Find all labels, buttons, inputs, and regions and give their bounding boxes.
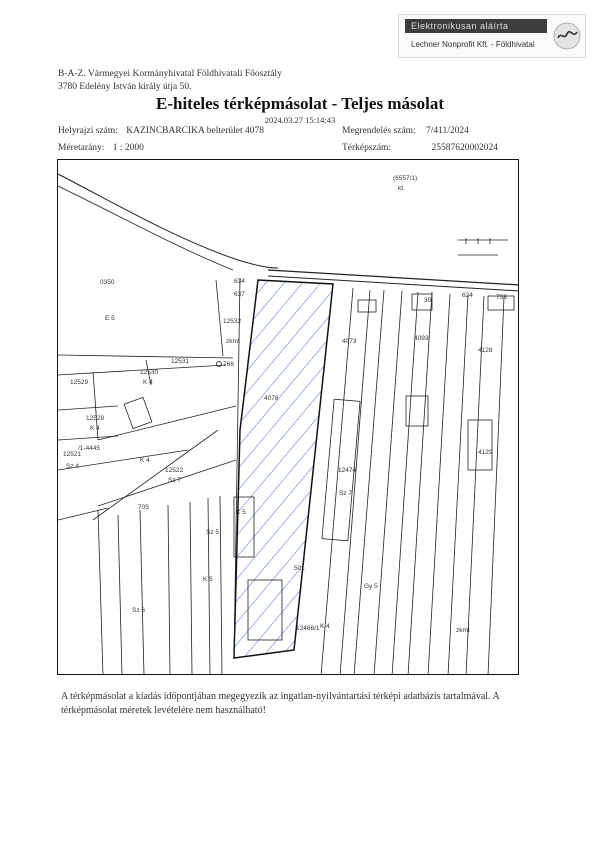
map-number-label: Térképszám: — [342, 143, 392, 153]
label-705: 705 — [138, 504, 149, 511]
label-4445: /1-4445 — [78, 445, 101, 452]
label-k5-a: K 5 — [236, 509, 246, 516]
label-4078: 4078 — [264, 395, 279, 402]
label-k4-b: K 4 — [90, 425, 100, 432]
scale-row — [58, 143, 144, 153]
map-number-row — [342, 143, 498, 153]
label-4128: 4128 — [478, 347, 493, 354]
label-766: 766 — [223, 361, 234, 368]
label-634: 634 — [234, 278, 245, 285]
order-number-value: 7/411/2024 — [425, 126, 469, 136]
label-zkmt-b: zkmt — [456, 627, 470, 634]
parcel-number-value: KAZINCBARCIKA belterület 4078 — [126, 126, 265, 136]
office-address: 3780 Edelény István király útja 50. — [58, 82, 192, 92]
scale-label: Méretarány: — [58, 143, 105, 153]
label-gy5: Gy 5 — [364, 583, 378, 590]
label-501: 501 — [294, 565, 305, 572]
order-number-label: Megrendelés szám: — [342, 126, 416, 136]
label-4073: 4073 — [342, 338, 357, 345]
label-k4-a: K 4 — [143, 379, 153, 386]
label-12528: 12528 — [86, 415, 105, 422]
label-zkmt-a: zkmt — [226, 338, 240, 345]
signature-seal-icon — [552, 19, 582, 53]
label-30: 30 — [424, 297, 432, 304]
label-road-kt: kt. — [398, 185, 405, 192]
label-k5-b: K 5 — [203, 576, 213, 583]
office-name: B-A-Z. Vármegyei Kormányhivatal Földhivatali Főosztály — [58, 69, 282, 79]
label-sz7-a: Sz 7 — [168, 477, 182, 484]
main-road — [58, 174, 519, 291]
label-road-top: (6557/1) — [393, 175, 418, 182]
order-number-row — [342, 126, 469, 136]
label-624: 624 — [462, 292, 473, 299]
label-4093: 4093 — [414, 335, 429, 342]
label-12532: 12532 — [223, 318, 242, 325]
parcel-4078-hatched — [234, 280, 333, 658]
label-12522: 12522 — [165, 467, 184, 474]
cadastral-map — [57, 159, 519, 675]
issuing-office — [58, 68, 282, 94]
issue-timestamp: 2024.03.27 15:14:43 — [264, 115, 336, 125]
label-sz7-b: Sz 7 — [339, 490, 353, 497]
label-12531: 12531 — [171, 358, 190, 365]
document-title: E-hiteles térképmásolat - Teljes másolat — [155, 94, 445, 113]
label-sz6: Sz 6 — [132, 607, 146, 614]
parcel-number-label: Helyrajzi szám: — [58, 126, 118, 136]
label-758: 758 — [496, 294, 507, 301]
cadastral-map-drawing — [58, 160, 519, 675]
electronic-signature-stamp — [398, 14, 586, 58]
label-12466-1: 12466/1 — [296, 625, 320, 632]
parcel-number-row — [58, 126, 264, 136]
map-number-value: 25587620002024 — [431, 143, 498, 153]
label-sz5: Sz 5 — [206, 529, 220, 536]
label-k4-c: K 4 — [140, 457, 150, 464]
label-12530: 12530 — [140, 369, 159, 376]
label-12474: 12474 — [338, 467, 357, 474]
label-637: 637 — [234, 291, 245, 298]
label-e5: E 5 — [105, 315, 115, 322]
label-12521: 12521 — [63, 451, 82, 458]
label-0350: 0350 — [100, 279, 115, 286]
label-4129: 4129 — [478, 449, 493, 456]
scale-value: 1 : 2000 — [112, 143, 144, 153]
signature-organization: Lechner Nonprofit Kft. - Földhivatal — [411, 40, 535, 49]
legal-notice: A térképmásolat a kiadás időpontjában megegyezik az ingatlan-nyilvántartási térképi adatbázis tartalmával. A térképmásolat méretek levételére nem használható! — [61, 691, 500, 716]
label-k4-d: K 4 — [320, 623, 330, 630]
label-12529: 12529 — [70, 379, 89, 386]
signature-tag: Elektronikusan aláírta — [405, 19, 547, 33]
label-sz4: Sz 4 — [66, 463, 80, 470]
